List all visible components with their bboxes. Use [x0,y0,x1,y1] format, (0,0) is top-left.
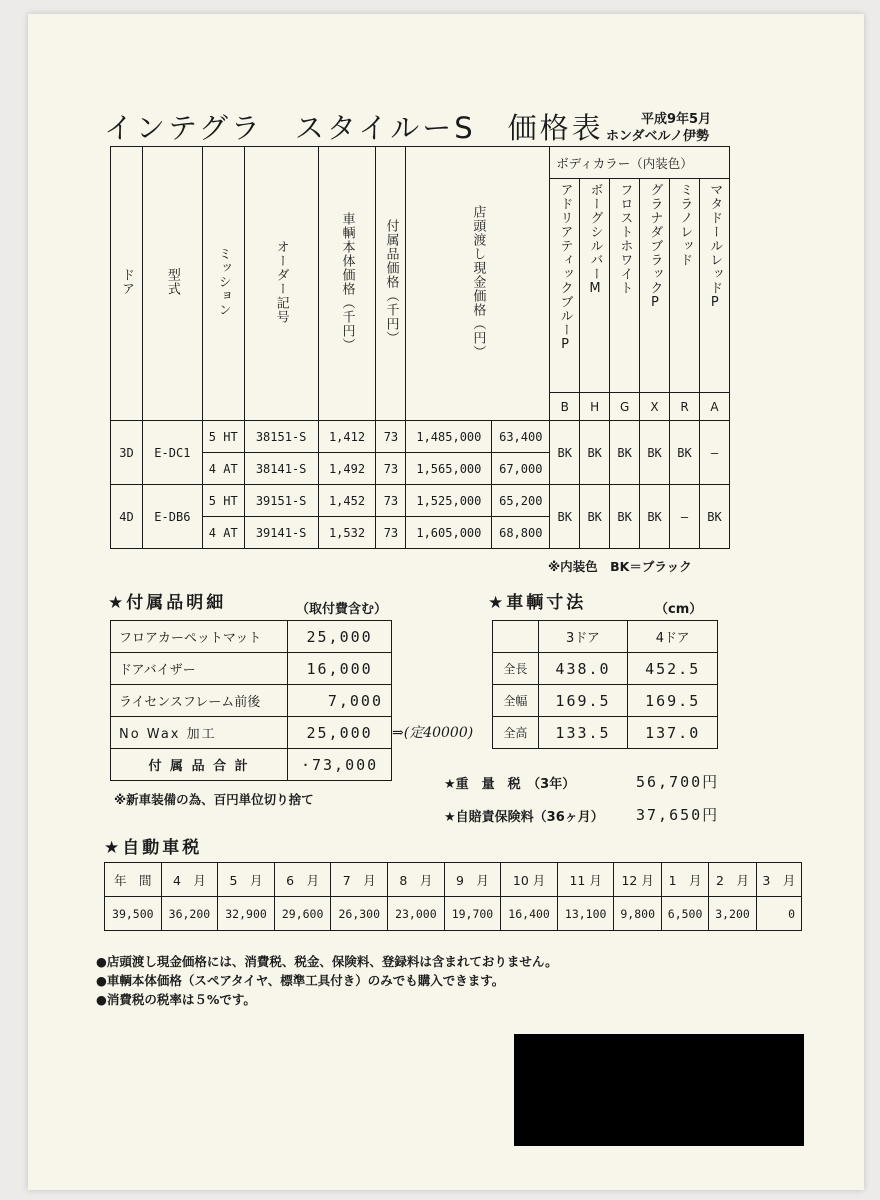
tax-month: 8 月 [388,863,445,897]
tax-month: 年 間 [105,863,162,897]
mission-cell: 4 AT [202,453,244,485]
cash-price-cell: 1,525,000 [406,485,492,517]
accessory-price-cell: 73 [376,453,406,485]
footnote: ●消費税の税率は５%です。 [96,992,256,1007]
color-availability: BK [699,485,729,549]
dimension-3door: 133.5 [538,717,628,749]
header-model: 型式 [142,147,202,421]
color-name-h: ボーグシルバーM [580,179,610,393]
color-availability: — [670,485,700,549]
body-price-cell: 1,412 [318,421,376,453]
color-code: H [580,393,610,421]
tax-value: 9,800 [614,897,661,931]
weight-tax-label: ★重 量 税 （3年） [444,777,576,792]
model-cell: E-DC1 [142,421,202,485]
header-body-price: 車輌本体価格（千円） [318,147,376,421]
door-cell: 4D [111,485,143,549]
tax-value: 16,400 [501,897,558,931]
redaction-block [514,1034,804,1146]
accessory-name: ライセンスフレーム前後 [111,685,288,717]
dimension-label: 全高 [493,717,539,749]
model-cell: E-DB6 [142,485,202,549]
color-code: B [550,393,580,421]
color-availability: — [699,421,729,485]
mission-cell: 4 AT [202,517,244,549]
accessory-total-label: 付 属 品 合 計 [111,749,288,781]
table-row [493,653,718,685]
header-door: ドア [111,147,143,421]
color-name-g: フロストホワイト [610,179,640,393]
table-row [493,685,718,717]
dimensions-heading: ★車輌寸法 [488,593,587,613]
color-code: G [610,393,640,421]
price-table [110,146,730,549]
dimension-label: 全幅 [493,685,539,717]
tax-value: 32,900 [218,897,275,931]
tax-month: 10 月 [501,863,558,897]
weight-tax-value: 56,700円 [636,773,720,791]
accessory-price: 25,000 [288,717,392,749]
handwritten-note: ⇒(定40000) [392,725,474,741]
color-code: R [670,393,700,421]
tax-month: 1 月 [661,863,708,897]
tax-month: 11 月 [557,863,614,897]
accessories-subheading: （取付費含む） [296,602,388,617]
accessories-note: ※新車装備の為、百円単位切り捨て [114,792,314,807]
tax-value: 29,600 [274,897,331,931]
header-order-code: オーダー記号 [244,147,318,421]
header-mission: ミッション [202,147,244,421]
accessory-price: 16,000 [288,653,392,685]
mission-cell: 5 HT [202,485,244,517]
list-item [111,685,392,717]
header-body-color: ボディカラー（内装色） [550,147,730,179]
insurance-value: 37,650円 [636,806,720,824]
color-availability: BK [610,485,640,549]
tax-value: 0 [756,897,801,931]
body-price-cell: 1,532 [318,517,376,549]
accessories-heading: ★付属品明細 [108,593,227,613]
dealer-name: ホンダベルノ伊勢 [606,129,709,144]
extra-price-cell: 68,800 [492,517,550,549]
color-availability: BK [640,421,670,485]
dimensions-unit: （cm） [655,602,703,617]
color-name-a: マタドールレッドP [699,179,729,393]
dimension-4door: 137.0 [628,717,718,749]
list-item [111,621,392,653]
table-row [493,717,718,749]
dimensions-corner [493,621,539,653]
auto-tax-table [104,862,802,931]
footnote: ●店頭渡し現金価格には、消費税、税金、保険料、登録料は含まれておりません。 [96,954,558,969]
color-name-r: ミラノレッド [670,179,700,393]
tax-month: 6 月 [274,863,331,897]
tax-value: 13,100 [557,897,614,931]
tax-value: 36,200 [161,897,218,931]
accessories-table [110,620,392,781]
accessory-name: フロアカーペットマット [111,621,288,653]
dimension-3door: 438.0 [538,653,628,685]
dimension-label: 全長 [493,653,539,685]
tax-value: 3,200 [709,897,756,931]
list-item [111,717,392,749]
body-price-cell: 1,452 [318,485,376,517]
accessory-name: No Wax 加工 [111,717,288,749]
tax-value: 6,500 [661,897,708,931]
color-availability: BK [550,421,580,485]
accessory-total-price: ·73,000 [288,749,392,781]
list-item [111,653,392,685]
door-cell: 3D [111,421,143,485]
color-name-x: グラナダブラックP [640,179,670,393]
dimensions-table [492,620,718,749]
tax-value: 39,500 [105,897,162,931]
dimension-3door: 169.5 [538,685,628,717]
header-accessory-price: 付属品価格（千円） [376,147,406,421]
cash-price-cell: 1,565,000 [406,453,492,485]
cash-price-cell: 1,485,000 [406,421,492,453]
table-row [111,421,730,453]
header-cash-price: 店頭渡し現金価格（円） [406,147,550,421]
document-title: インテグラ スタイルーS 価格表 [104,111,604,145]
order-cell: 38141-S [244,453,318,485]
document-date: 平成9年5月 [641,112,712,127]
dimensions-col-4door: 4ドア [628,621,718,653]
color-name-b: アドリアティックブルーP [550,179,580,393]
mission-cell: 5 HT [202,421,244,453]
footnote: ●車輌本体価格（スペアタイヤ、標準工具付き）のみでも購入できます。 [96,973,505,988]
tax-month: 7 月 [331,863,388,897]
color-code: X [640,393,670,421]
table-row [111,485,730,517]
tax-month: 3 月 [756,863,801,897]
tax-month: 5 月 [218,863,275,897]
tax-month: 9 月 [444,863,501,897]
accessory-price-cell: 73 [376,485,406,517]
body-price-cell: 1,492 [318,453,376,485]
cash-price-cell: 1,605,000 [406,517,492,549]
insurance-label: ★自賠責保険料（36ヶ月） [444,810,604,825]
tax-value: 23,000 [388,897,445,931]
color-availability: BK [640,485,670,549]
dimension-4door: 169.5 [628,685,718,717]
color-code: A [699,393,729,421]
dimension-4door: 452.5 [628,653,718,685]
accessory-name: ドアバイザー [111,653,288,685]
tax-value: 26,300 [331,897,388,931]
interior-color-note: ※内装色 BK＝ブラック [548,559,692,574]
order-cell: 38151-S [244,421,318,453]
tax-value: 19,700 [444,897,501,931]
accessory-price-cell: 73 [376,517,406,549]
color-availability: BK [580,421,610,485]
accessory-price: 25,000 [288,621,392,653]
dimensions-col-3door: 3ドア [538,621,628,653]
order-cell: 39141-S [244,517,318,549]
color-availability: BK [670,421,700,485]
extra-price-cell: 67,000 [492,453,550,485]
tax-month: 4 月 [161,863,218,897]
accessory-price: 7,000 [288,685,392,717]
order-cell: 39151-S [244,485,318,517]
list-item [111,749,392,781]
auto-tax-heading: ★自動車税 [104,838,203,858]
accessory-price-cell: 73 [376,421,406,453]
tax-month: 12 月 [614,863,661,897]
tax-month: 2 月 [709,863,756,897]
color-availability: BK [550,485,580,549]
extra-price-cell: 65,200 [492,485,550,517]
color-availability: BK [580,485,610,549]
color-availability: BK [610,421,640,485]
extra-price-cell: 63,400 [492,421,550,453]
